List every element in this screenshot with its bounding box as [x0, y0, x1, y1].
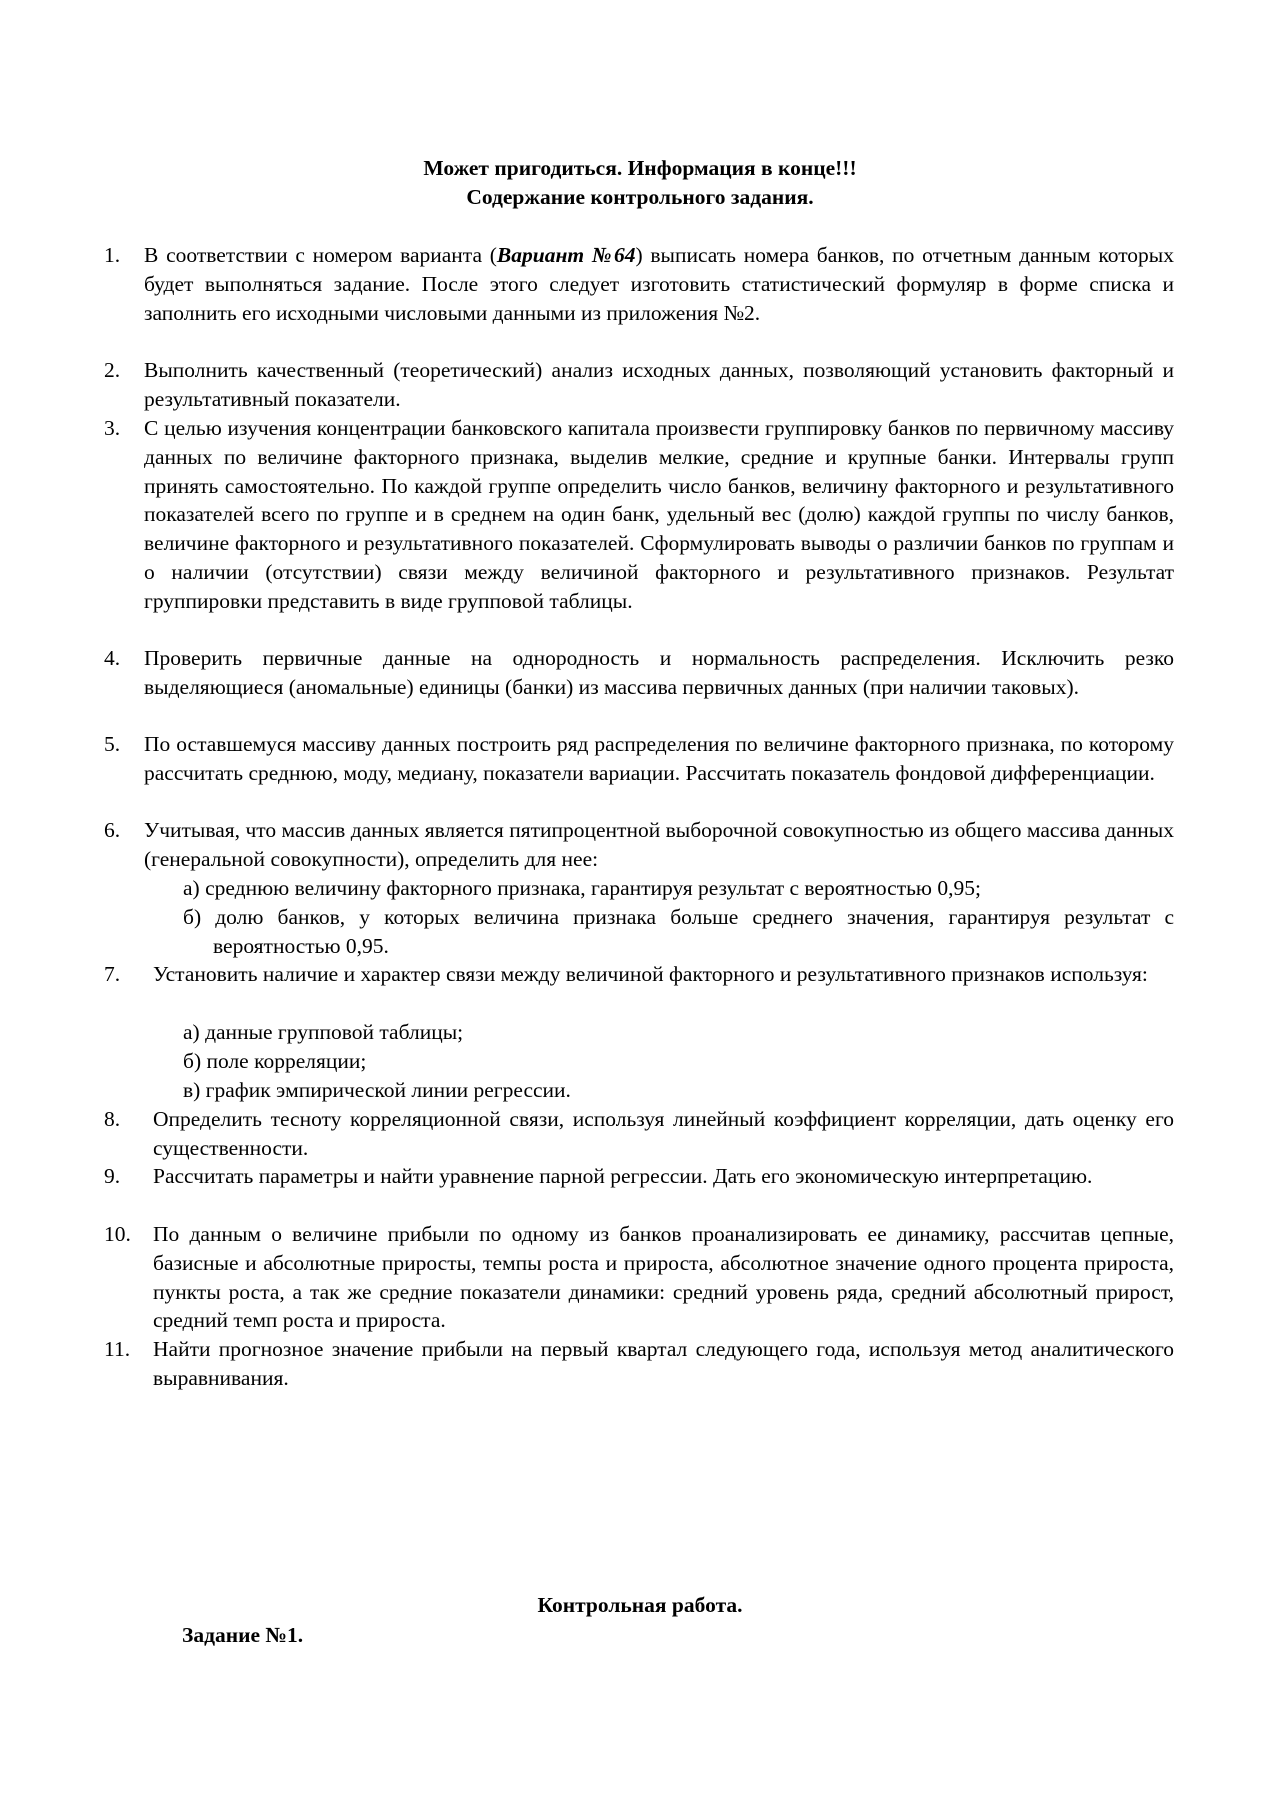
list-item-text: С целью изучения концентрации банковского капитала произвести группировку банков по первичному массиву данных по величине факторного признака, выделив мелкие, средние и крупные банки. Интервалы групп принять самостоятельно. По каждой группе определить число банков, величину факторного и результативного показателей всего по группе и в среднем на один банк, удельный вес (долю) каждой группы по числу банков, величине факторного и результативного показателей. Сформулировать выводы о различии банков по группам и о наличии (отсутствии) связи между величиной факторного и результативного признаков. Результат группировки представить в виде групповой таблицы.	[144, 416, 1174, 613]
variant-label: Вариант №64	[496, 243, 636, 267]
list-item-text: Проверить первичные данные на однородность и нормальность распределения. Исключить резко выделяющиеся (аномальные) единицы (банки) из массива первичных данных (при наличии таковых).	[144, 646, 1174, 699]
sub-item-a: а) данные групповой таблицы;	[183, 1020, 464, 1044]
list-number: 7.	[104, 962, 121, 986]
list-number: 9.	[104, 1164, 121, 1188]
list-item-text	[144, 241, 1174, 327]
header-note: Может пригодиться. Информация в конце!!!	[423, 156, 857, 180]
header-title: Содержание контрольного задания.	[466, 185, 814, 209]
list-number: 2.	[104, 358, 121, 382]
list-number: 8.	[104, 1107, 121, 1131]
task-heading: Задание №1.	[182, 1623, 304, 1647]
item-text-post: ) выписать номера банков, по отчетным данным которых будет выполняться задание. После этого следует изготовить статистический формуляр в форме списка и заполнить его исходными числовыми данными из приложения №2.	[144, 243, 1175, 325]
sub-item-c: в) график эмпирической линии регрессии.	[183, 1078, 571, 1102]
list-item-text: Выполнить качественный (теоретический) анализ исходных данных, позволяющий установить факторный и результативный показатели.	[144, 358, 1174, 411]
sub-item-b: б) поле корреляции;	[183, 1049, 367, 1073]
list-item-text: Рассчитать параметры и найти уравнение парной регрессии. Дать его экономическую интерпретацию.	[153, 1164, 1093, 1188]
list-item-text: Установить наличие и характер связи между величиной факторного и результативного признаков используя:	[153, 962, 1148, 986]
list-number: 5.	[104, 732, 121, 756]
sub-item-b: б) долю банков, у которых величина признака больше среднего значения, гарантируя результат с вероятностью 0,95.	[183, 905, 1174, 958]
list-item-text: Определить тесноту корреляционной связи, используя линейный коэффициент корреляции, дать оценку его существенности.	[153, 1107, 1174, 1160]
item-text-pre: В соответствии с номером варианта (	[144, 243, 497, 267]
sub-item-a: а) среднюю величину факторного признака, гарантируя результат с вероятностью 0,95;	[183, 876, 981, 900]
list-number: 1.	[104, 243, 121, 267]
list-number: 10.	[104, 1222, 131, 1246]
list-number: 6.	[104, 818, 121, 842]
list-item-text: Найти прогнозное значение прибыли на первый квартал следующего года, используя метод аналитического выравнивания.	[153, 1337, 1174, 1390]
list-item-text: По оставшемуся массиву данных построить ряд распределения по величине факторного признака, по которому рассчитать среднюю, моду, медиану, показатели вариации. Рассчитать показатель фондовой дифференциации.	[144, 732, 1174, 785]
list-item-text: По данным о величине прибыли по одному из банков проанализировать ее динамику, рассчитав цепные, базисные и абсолютные приросты, темпы роста и прироста, абсолютное значение одного процента прироста, пункты роста, а так же средние показатели динамики: средний уровень ряда, средний абсолютный прирост, средний темп роста и прироста.	[153, 1222, 1174, 1333]
list-number: 4.	[104, 646, 121, 670]
list-number: 11.	[104, 1337, 131, 1361]
list-item-text: Учитывая, что массив данных является пятипроцентной выборочной совокупностью из общего массива данных (генеральной совокупности), определить для нее:	[144, 818, 1174, 871]
section-title: Контрольная работа.	[537, 1593, 743, 1617]
list-number: 3.	[104, 416, 121, 440]
